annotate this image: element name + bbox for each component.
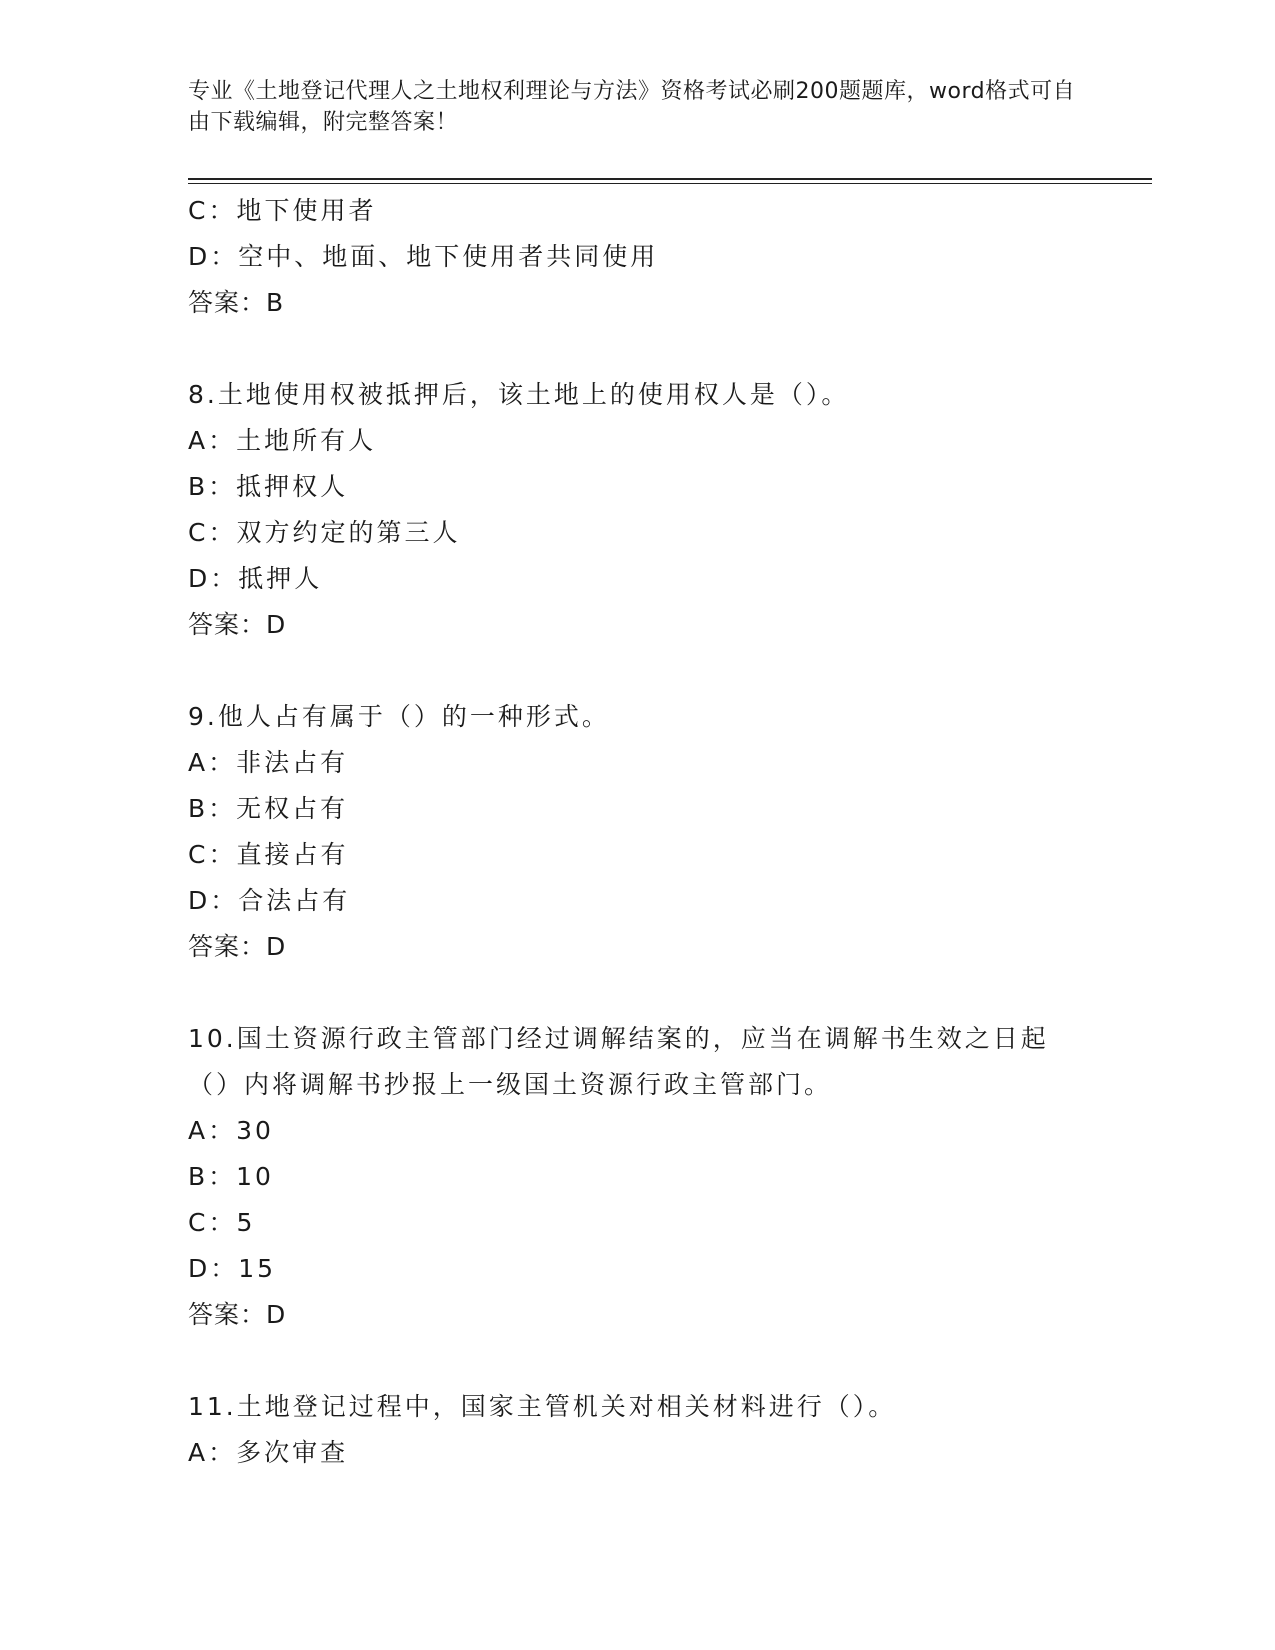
question-9 <box>188 694 1088 970</box>
spacer <box>188 970 1088 1016</box>
option-b: B：无权占有 <box>188 794 349 823</box>
prev-option-d: D：空中、地面、地下使用者共同使用 <box>188 242 659 271</box>
answer: 答案：D <box>188 610 287 639</box>
option-a: A：30 <box>188 1116 274 1145</box>
question-stem: 11.土地登记过程中，国家主管机关对相关材料进行（）。 <box>188 1392 897 1421</box>
option-d: D：抵押人 <box>188 564 323 593</box>
question-stem-line-1: 10.国土资源行政主管部门经过调解结案的，应当在调解书生效之日起 <box>188 1024 1049 1053</box>
option-b: B：10 <box>188 1162 274 1191</box>
answer: 答案：D <box>188 932 287 961</box>
prev-option-c: C：地下使用者 <box>188 196 377 225</box>
question-10 <box>188 1016 1088 1338</box>
option-c: C：双方约定的第三人 <box>188 518 461 547</box>
document-header <box>188 76 1088 138</box>
option-c: C：直接占有 <box>188 840 349 869</box>
spacer <box>188 648 1088 694</box>
spacer <box>188 326 1088 372</box>
header-divider-thick <box>188 178 1152 180</box>
option-b: B：抵押权人 <box>188 472 349 501</box>
question-11 <box>188 1384 1088 1476</box>
prev-answer: 答案：B <box>188 288 285 317</box>
header-title: 专业《土地登记代理人之土地权利理论与方法》资格考试必刷200题题库，word格式可自由下载编辑，附完整答案！ <box>188 79 1076 135</box>
option-c: C：5 <box>188 1208 256 1237</box>
question-stem-line-2: （）内将调解书抄报上一级国土资源行政主管部门。 <box>188 1070 833 1099</box>
option-a: A：非法占有 <box>188 748 349 777</box>
option-d: D：15 <box>188 1254 277 1283</box>
answer: 答案：D <box>188 1300 287 1329</box>
option-d: D：合法占有 <box>188 886 351 915</box>
question-stem: 8.土地使用权被抵押后，该土地上的使用权人是（）。 <box>188 380 850 409</box>
question-8 <box>188 372 1088 648</box>
question-list <box>188 188 1088 1476</box>
header-divider-thin <box>188 183 1152 184</box>
option-a: A：多次审查 <box>188 1438 349 1467</box>
spacer <box>188 1338 1088 1384</box>
option-a: A：土地所有人 <box>188 426 377 455</box>
question-stem: 9.他人占有属于（）的一种形式。 <box>188 702 610 731</box>
